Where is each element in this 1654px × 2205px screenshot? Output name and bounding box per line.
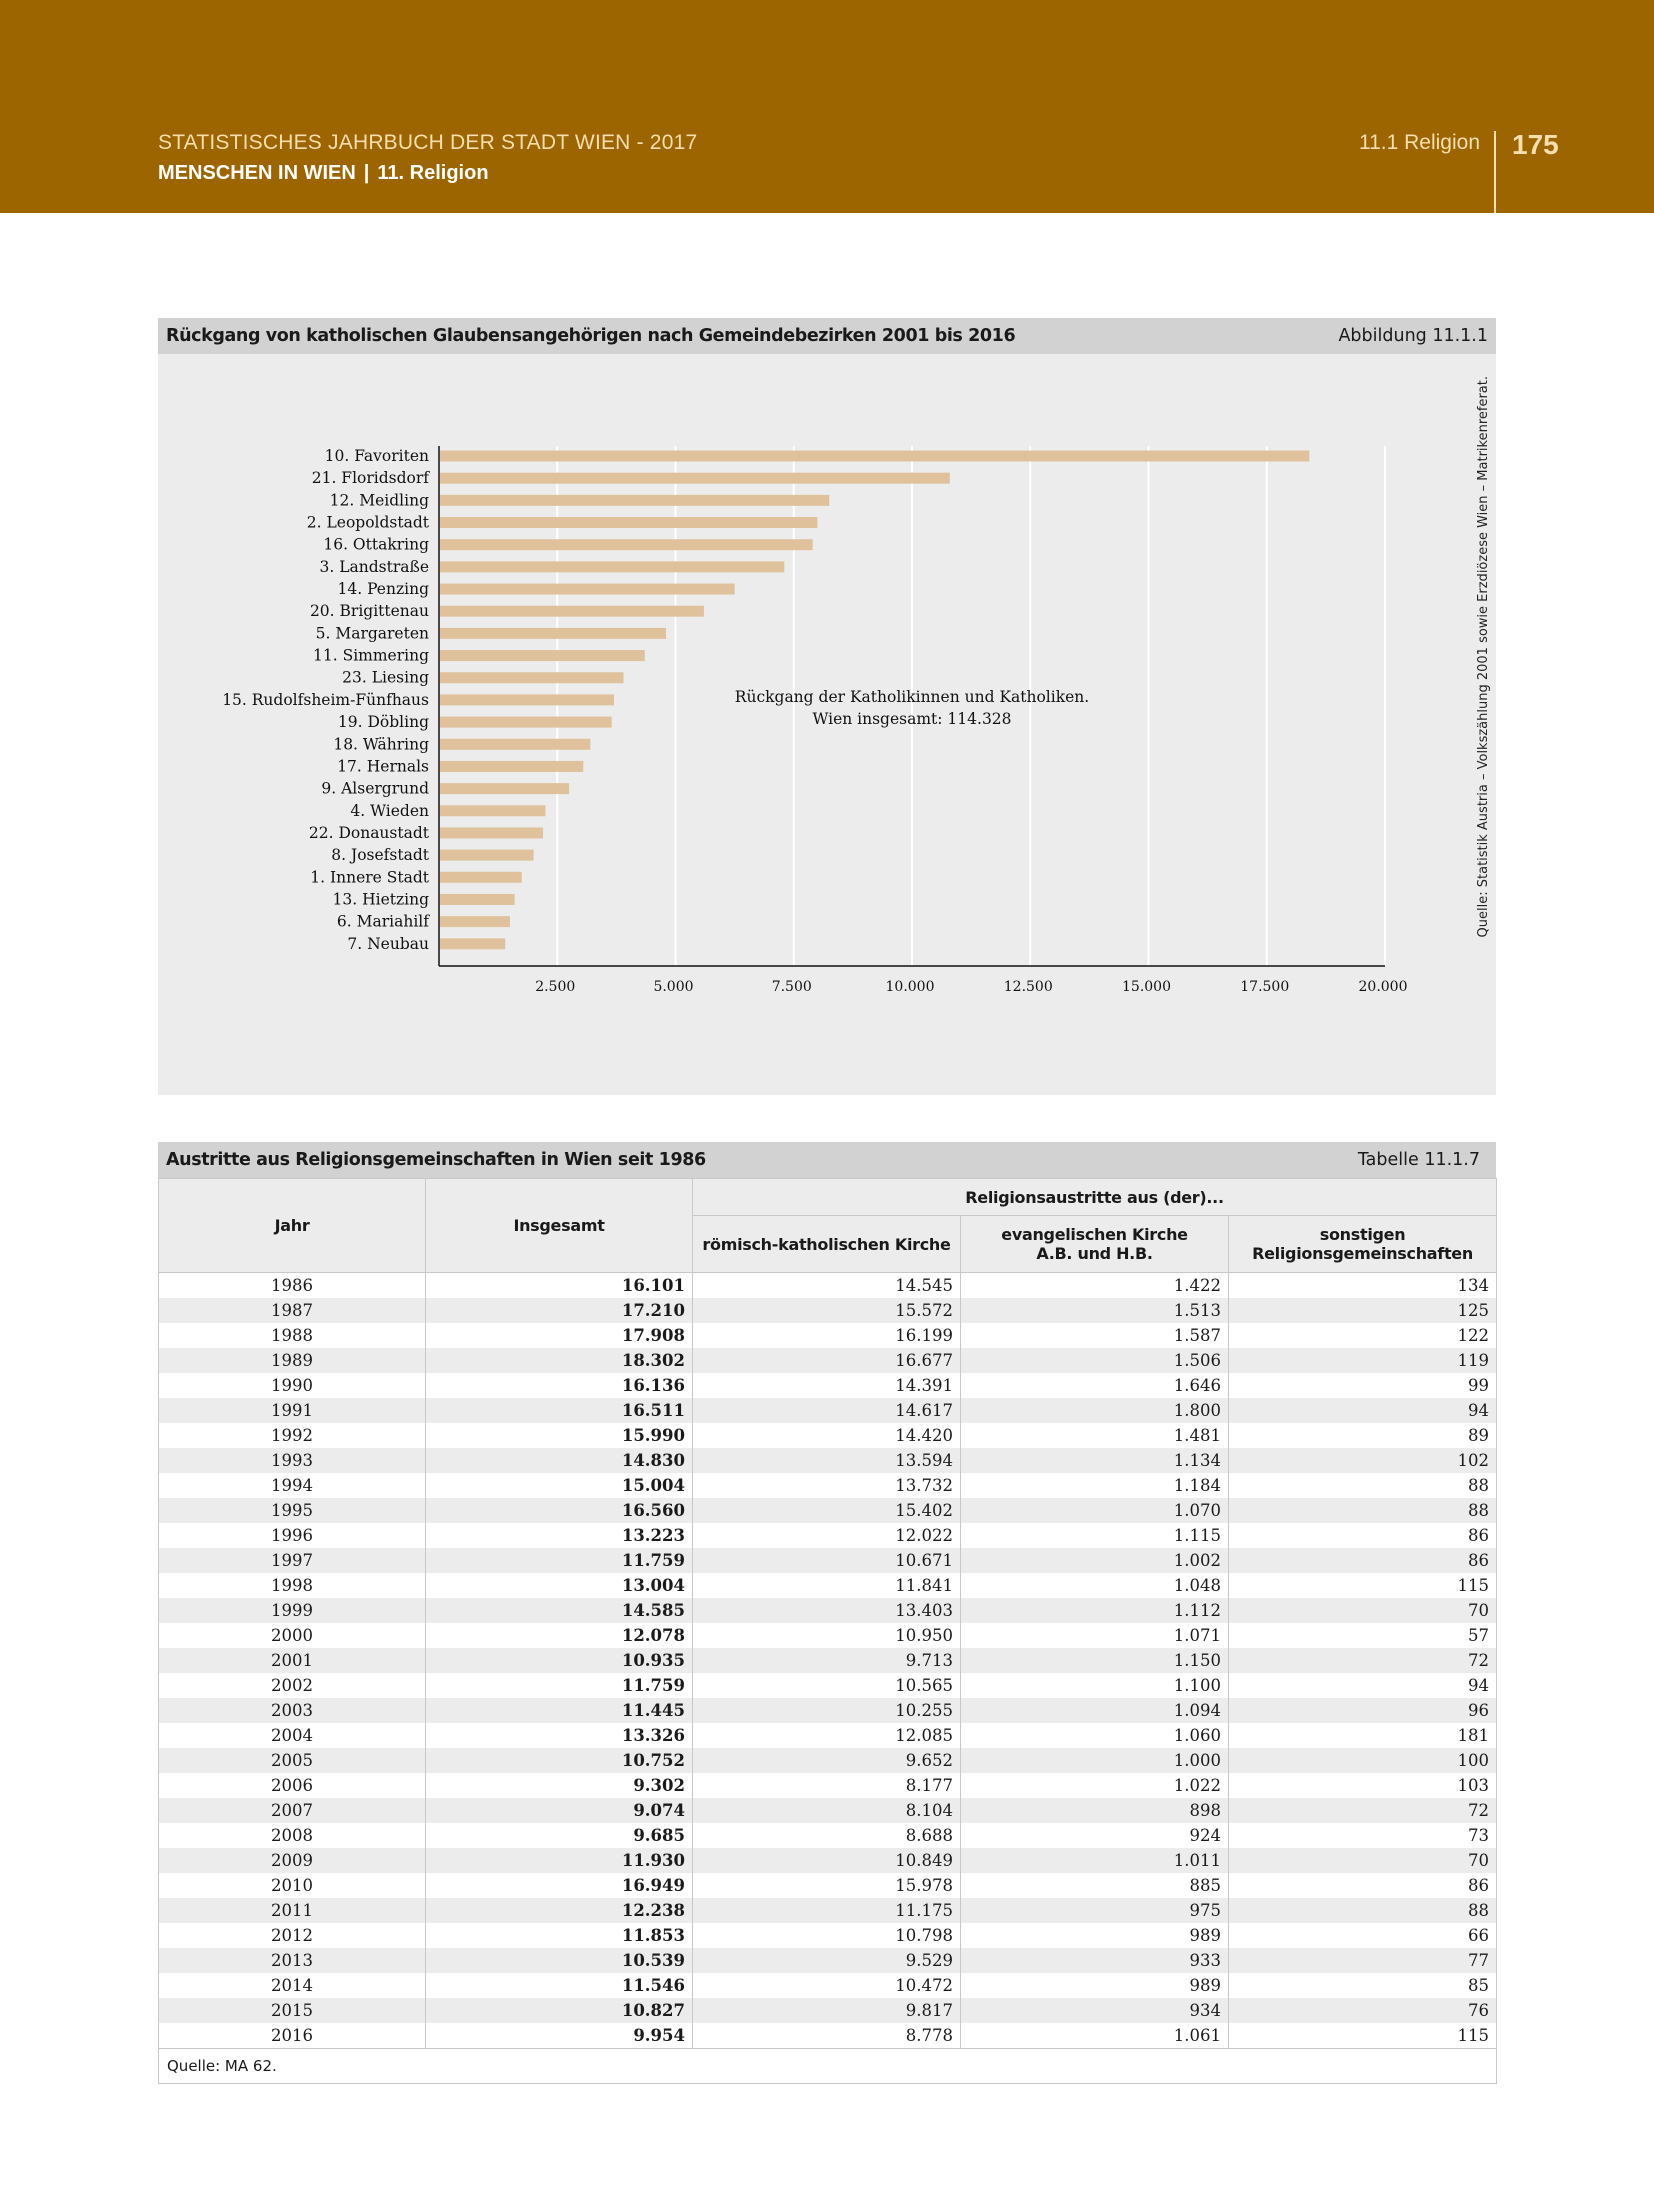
cell-other: 86 (1229, 1523, 1497, 1548)
table-row (159, 1698, 1497, 1723)
cell-other: 73 (1229, 1823, 1497, 1848)
header-protestant-line1: evangelischen Kirche (1001, 1225, 1188, 1244)
cell-catholic: 13.732 (693, 1473, 961, 1498)
cell-total: 9.302 (426, 1773, 693, 1798)
breadcrumb-separator: | (363, 162, 370, 184)
x-tick-label: 7.500 (771, 979, 812, 995)
category-label: 10. Favoriten (324, 447, 429, 465)
cell-other: 134 (1229, 1273, 1497, 1299)
cell-catholic: 11.841 (693, 1573, 961, 1598)
table-row (159, 1473, 1497, 1498)
cell-other: 85 (1229, 1973, 1497, 1998)
cell-total: 10.827 (426, 1998, 693, 2023)
category-label: 11. Simmering (313, 646, 429, 665)
cell-protestant: 1.061 (961, 2023, 1229, 2049)
cell-catholic: 9.713 (693, 1648, 961, 1673)
figure-panel (158, 318, 1496, 1095)
cell-other: 88 (1229, 1473, 1497, 1498)
cell-protestant: 1.048 (961, 1573, 1229, 1598)
x-tick-label: 12.500 (1003, 979, 1053, 995)
cell-catholic: 10.255 (693, 1698, 961, 1723)
cell-total: 14.585 (426, 1598, 693, 1623)
cell-year: 1993 (159, 1448, 426, 1473)
table-row (159, 1423, 1497, 1448)
cell-protestant: 1.800 (961, 1398, 1229, 1423)
cell-protestant: 933 (961, 1948, 1229, 1973)
cell-total: 10.935 (426, 1648, 693, 1673)
chart-category-labels (222, 447, 430, 953)
cell-year: 1989 (159, 1348, 426, 1373)
cell-catholic: 16.199 (693, 1323, 961, 1348)
table-row (159, 1998, 1497, 2023)
table-row (159, 1773, 1497, 1798)
cell-protestant: 1.002 (961, 1548, 1229, 1573)
x-tick-label: 5.000 (653, 979, 694, 995)
table-row (159, 1898, 1497, 1923)
category-label: 19. Döbling (337, 713, 429, 732)
cell-catholic: 10.565 (693, 1673, 961, 1698)
table-row (159, 1273, 1497, 1299)
cell-other: 88 (1229, 1498, 1497, 1523)
header-total: Insgesamt (426, 1179, 693, 1273)
cell-year: 1992 (159, 1423, 426, 1448)
cell-total: 16.511 (426, 1398, 693, 1423)
cell-protestant: 1.094 (961, 1698, 1229, 1723)
category-label: 6. Mariahilf (336, 912, 429, 931)
cell-other: 70 (1229, 1598, 1497, 1623)
cell-other: 86 (1229, 1873, 1497, 1898)
cell-protestant: 989 (961, 1923, 1229, 1948)
cell-protestant: 1.481 (961, 1423, 1229, 1448)
cell-total: 11.546 (426, 1973, 693, 1998)
cell-protestant: 1.000 (961, 1748, 1229, 1773)
cell-other: 72 (1229, 1648, 1497, 1673)
cell-catholic: 10.671 (693, 1548, 961, 1573)
cell-other: 125 (1229, 1298, 1497, 1323)
bar (440, 650, 645, 661)
table-label: Tabelle 11.1.7 (1357, 1150, 1480, 1170)
figure-title: Rückgang von katholischen Glaubensangehörigen nach Gemeindebezirken 2001 bis 2016 (166, 326, 1016, 346)
cell-catholic: 11.175 (693, 1898, 961, 1923)
cell-catholic: 14.545 (693, 1273, 961, 1299)
cell-total: 9.954 (426, 2023, 693, 2049)
table-row (159, 1798, 1497, 1823)
table-source: Quelle: MA 62. (159, 2049, 1497, 2084)
cell-total: 9.074 (426, 1798, 693, 1823)
figure-label: Abbildung 11.1.1 (1338, 326, 1488, 346)
header-protestant-line2: A.B. und H.B. (1036, 1244, 1153, 1263)
cell-other: 70 (1229, 1848, 1497, 1873)
cell-total: 16.136 (426, 1373, 693, 1398)
cell-total: 11.445 (426, 1698, 693, 1723)
page-header (0, 0, 1654, 213)
cell-protestant: 898 (961, 1798, 1229, 1823)
cell-protestant: 934 (961, 1998, 1229, 2023)
cell-protestant: 1.134 (961, 1448, 1229, 1473)
cell-total: 13.326 (426, 1723, 693, 1748)
cell-year: 1988 (159, 1323, 426, 1348)
cell-total: 9.685 (426, 1823, 693, 1848)
cell-protestant: 1.184 (961, 1473, 1229, 1498)
table-row (159, 2023, 1497, 2049)
figure-titlebar (158, 318, 1496, 354)
table-panel (158, 1142, 1496, 2084)
cell-catholic: 8.688 (693, 1823, 961, 1848)
cell-total: 16.101 (426, 1273, 693, 1299)
category-label: 18. Währing (333, 735, 429, 754)
cell-other: 94 (1229, 1398, 1497, 1423)
bar (440, 539, 813, 550)
table-row (159, 1448, 1497, 1473)
cell-other: 89 (1229, 1423, 1497, 1448)
cell-catholic: 10.849 (693, 1848, 961, 1873)
x-tick-label: 20.000 (1358, 979, 1408, 995)
table-row (159, 1848, 1497, 1873)
category-label: 12. Meidling (329, 491, 429, 510)
cell-total: 13.223 (426, 1523, 693, 1548)
cell-protestant: 885 (961, 1873, 1229, 1898)
cell-protestant: 1.011 (961, 1848, 1229, 1873)
cell-protestant: 1.587 (961, 1323, 1229, 1348)
bar (440, 827, 543, 838)
cell-other: 66 (1229, 1923, 1497, 1948)
cell-catholic: 12.022 (693, 1523, 961, 1548)
cell-other: 181 (1229, 1723, 1497, 1748)
table-titlebar (158, 1142, 1496, 1178)
table-row (159, 1398, 1497, 1423)
cell-total: 10.752 (426, 1748, 693, 1773)
cell-total: 11.930 (426, 1848, 693, 1873)
cell-year: 2002 (159, 1673, 426, 1698)
cell-total: 12.238 (426, 1898, 693, 1923)
cell-catholic: 15.572 (693, 1298, 961, 1323)
bar (440, 606, 704, 617)
cell-year: 1994 (159, 1473, 426, 1498)
cell-year: 2000 (159, 1623, 426, 1648)
cell-year: 2015 (159, 1998, 426, 2023)
cell-catholic: 9.817 (693, 1998, 961, 2023)
bar (440, 894, 515, 905)
cell-total: 16.949 (426, 1873, 693, 1898)
table-row (159, 1498, 1497, 1523)
cell-protestant: 924 (961, 1823, 1229, 1848)
table-row (159, 1723, 1497, 1748)
cell-catholic: 16.677 (693, 1348, 961, 1373)
chart-annotation-line1: Rückgang der Katholikinnen und Katholiken. (734, 688, 1090, 706)
category-label: 7. Neubau (347, 934, 429, 953)
category-label: 1. Innere Stadt (310, 868, 429, 887)
table-row (159, 1623, 1497, 1648)
cell-other: 76 (1229, 1998, 1497, 2023)
header-protestant (961, 1216, 1229, 1273)
table-row (159, 1373, 1497, 1398)
section-title: 11.1 Religion (1358, 131, 1480, 154)
cell-year: 2010 (159, 1873, 426, 1898)
category-label: 20. Brigittenau (309, 602, 429, 621)
cell-year: 1998 (159, 1573, 426, 1598)
bar (440, 517, 817, 528)
cell-total: 18.302 (426, 1348, 693, 1373)
bar (440, 717, 612, 728)
header-divider (1494, 131, 1496, 213)
category-label: 14. Penzing (337, 580, 429, 599)
table-row (159, 1348, 1497, 1373)
table-row (159, 1573, 1497, 1598)
table-row (159, 1673, 1497, 1698)
cell-catholic: 8.778 (693, 2023, 961, 2049)
category-label: 15. Rudolfsheim-Fünfhaus (222, 690, 429, 709)
cell-total: 11.853 (426, 1923, 693, 1948)
header-catholic: römisch-katholischen Kirche (693, 1216, 961, 1273)
cell-total: 11.759 (426, 1548, 693, 1573)
cell-protestant: 1.070 (961, 1498, 1229, 1523)
chapter-right: 11. Religion (377, 162, 489, 184)
cell-other: 119 (1229, 1348, 1497, 1373)
cell-total: 17.908 (426, 1323, 693, 1348)
table-row (159, 1948, 1497, 1973)
cell-catholic: 9.529 (693, 1948, 961, 1973)
table-row (159, 1548, 1497, 1573)
category-label: 5. Margareten (315, 624, 429, 643)
cell-other: 86 (1229, 1548, 1497, 1573)
cell-year: 2003 (159, 1698, 426, 1723)
cell-year: 2001 (159, 1648, 426, 1673)
table-row (159, 1748, 1497, 1773)
cell-year: 1995 (159, 1498, 426, 1523)
cell-protestant: 1.150 (961, 1648, 1229, 1673)
chapter-breadcrumb (158, 162, 489, 185)
cell-total: 16.560 (426, 1498, 693, 1523)
cell-total: 11.759 (426, 1673, 693, 1698)
cell-protestant: 989 (961, 1973, 1229, 1998)
table-row (159, 1323, 1497, 1348)
bar (440, 584, 735, 595)
cell-protestant: 1.115 (961, 1523, 1229, 1548)
x-tick-label: 2.500 (535, 979, 576, 995)
bar (440, 805, 545, 816)
exits-table (158, 1178, 1497, 2084)
category-label: 2. Leopoldstadt (306, 513, 429, 532)
table-row (159, 1298, 1497, 1323)
cell-protestant: 1.513 (961, 1298, 1229, 1323)
category-label: 3. Landstraße (319, 557, 429, 576)
cell-year: 2016 (159, 2023, 426, 2049)
table-row (159, 1648, 1497, 1673)
cell-other: 115 (1229, 2023, 1497, 2049)
cell-other: 99 (1229, 1373, 1497, 1398)
cell-catholic: 13.594 (693, 1448, 961, 1473)
cell-year: 2009 (159, 1848, 426, 1873)
table-row (159, 1523, 1497, 1548)
cell-total: 17.210 (426, 1298, 693, 1323)
category-label: 4. Wieden (350, 801, 429, 820)
bar (440, 628, 666, 639)
table-title: Austritte aus Religionsgemeinschaften in Wien seit 1986 (166, 1150, 706, 1170)
x-tick-label: 15.000 (1122, 979, 1171, 995)
cell-total: 15.990 (426, 1423, 693, 1448)
bar (440, 938, 505, 949)
cell-catholic: 8.177 (693, 1773, 961, 1798)
cell-catholic: 14.420 (693, 1423, 961, 1448)
cell-year: 2004 (159, 1723, 426, 1748)
cell-other: 88 (1229, 1898, 1497, 1923)
cell-protestant: 1.060 (961, 1723, 1229, 1748)
chapter-left: MENSCHEN IN WIEN (158, 162, 356, 184)
cell-catholic: 12.085 (693, 1723, 961, 1748)
category-label: 16. Ottakring (323, 535, 429, 554)
bar (440, 672, 623, 683)
cell-catholic: 15.978 (693, 1873, 961, 1898)
header-other-line2: Religionsgemeinschaften (1252, 1244, 1473, 1263)
x-tick-label: 10.000 (885, 979, 935, 995)
cell-year: 2013 (159, 1948, 426, 1973)
cell-protestant: 1.646 (961, 1373, 1229, 1398)
bar (440, 761, 583, 772)
bar (440, 872, 522, 883)
header-other (1229, 1216, 1497, 1273)
table-row (159, 1973, 1497, 1998)
cell-year: 1990 (159, 1373, 426, 1398)
cell-year: 2006 (159, 1773, 426, 1798)
cell-catholic: 15.402 (693, 1498, 961, 1523)
cell-other: 77 (1229, 1948, 1497, 1973)
cell-protestant: 975 (961, 1898, 1229, 1923)
publication-title: STATISTISCHES JAHRBUCH DER STADT WIEN - 2017 (158, 131, 698, 154)
cell-catholic: 10.472 (693, 1973, 961, 1998)
cell-catholic: 14.617 (693, 1398, 961, 1423)
page-number: 175 (1512, 129, 1559, 160)
bar (440, 850, 534, 861)
cell-protestant: 1.100 (961, 1673, 1229, 1698)
bar (440, 783, 569, 794)
header-other-line1: sonstigen (1319, 1225, 1406, 1244)
cell-protestant: 1.422 (961, 1273, 1229, 1299)
table-row (159, 1598, 1497, 1623)
cell-year: 1986 (159, 1273, 426, 1299)
cell-catholic: 10.950 (693, 1623, 961, 1648)
category-label: 21. Floridsdorf (311, 469, 429, 488)
header-group: Religionsaustritte aus (der)... (693, 1179, 1497, 1216)
cell-catholic: 8.104 (693, 1798, 961, 1823)
cell-year: 2008 (159, 1823, 426, 1848)
cell-other: 100 (1229, 1748, 1497, 1773)
cell-catholic: 9.652 (693, 1748, 961, 1773)
category-label: 9. Alsergrund (321, 779, 429, 798)
bar (440, 916, 510, 927)
cell-other: 94 (1229, 1673, 1497, 1698)
cell-year: 2012 (159, 1923, 426, 1948)
cell-year: 2005 (159, 1748, 426, 1773)
bar (440, 694, 614, 705)
cell-protestant: 1.112 (961, 1598, 1229, 1623)
cell-protestant: 1.022 (961, 1773, 1229, 1798)
table-row (159, 1873, 1497, 1898)
cell-other: 103 (1229, 1773, 1497, 1798)
cell-total: 10.539 (426, 1948, 693, 1973)
cell-catholic: 10.798 (693, 1923, 961, 1948)
cell-other: 102 (1229, 1448, 1497, 1473)
table-row (159, 1823, 1497, 1848)
bar (440, 495, 829, 506)
figure-source: Quelle: Statistik Austria – Volkszählung 2001 sowie Erzdiözese Wien – Matrikenreferat. (1476, 376, 1491, 938)
bar (440, 561, 784, 572)
cell-catholic: 13.403 (693, 1598, 961, 1623)
table-source-row (159, 2049, 1497, 2084)
cell-other: 115 (1229, 1573, 1497, 1598)
cell-total: 12.078 (426, 1623, 693, 1648)
cell-total: 15.004 (426, 1473, 693, 1498)
chart-tick-labels (535, 979, 1407, 995)
cell-year: 1997 (159, 1548, 426, 1573)
cell-year: 1999 (159, 1598, 426, 1623)
cell-year: 2007 (159, 1798, 426, 1823)
cell-other: 122 (1229, 1323, 1497, 1348)
bar-chart (158, 354, 1458, 1095)
cell-year: 1991 (159, 1398, 426, 1423)
category-label: 8. Josefstadt (331, 846, 429, 865)
category-label: 23. Liesing (342, 668, 429, 687)
cell-protestant: 1.506 (961, 1348, 1229, 1373)
cell-other: 57 (1229, 1623, 1497, 1648)
x-tick-label: 17.500 (1240, 979, 1290, 995)
category-label: 22. Donaustadt (308, 823, 429, 842)
chart-annotation-line2: Wien insgesamt: 114.328 (812, 710, 1012, 728)
category-label: 13. Hietzing (332, 890, 429, 909)
cell-other: 96 (1229, 1698, 1497, 1723)
category-label: 17. Hernals (337, 757, 429, 776)
cell-year: 2014 (159, 1973, 426, 1998)
cell-year: 2011 (159, 1898, 426, 1923)
bar (440, 739, 590, 750)
bar (440, 451, 1309, 462)
cell-other: 72 (1229, 1798, 1497, 1823)
table-body (159, 1273, 1497, 2049)
bar (440, 473, 950, 484)
cell-year: 1996 (159, 1523, 426, 1548)
cell-catholic: 14.391 (693, 1373, 961, 1398)
cell-total: 14.830 (426, 1448, 693, 1473)
cell-year: 1987 (159, 1298, 426, 1323)
cell-protestant: 1.071 (961, 1623, 1229, 1648)
table-row (159, 1923, 1497, 1948)
cell-total: 13.004 (426, 1573, 693, 1598)
header-year: Jahr (159, 1179, 426, 1273)
